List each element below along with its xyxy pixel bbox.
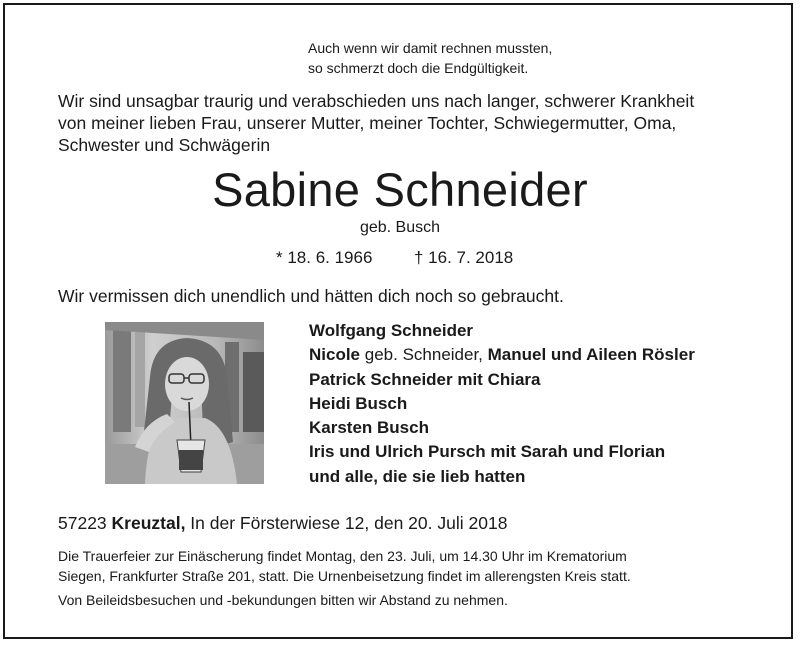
- motto-line: so schmerzt doch die Endgültigkeit.: [308, 60, 529, 76]
- city: Kreuztal,: [111, 513, 186, 533]
- motto: [308, 38, 552, 78]
- mourner-line: Patrick Schneider mit Chiara: [309, 369, 541, 389]
- intro-line: Schwester und Schwägerin: [58, 135, 271, 155]
- intro-line: von meiner lieben Frau, unserer Mutter, meiner Tochter, Schwiegermutter, Oma,: [58, 113, 677, 133]
- miss-line: Wir vermissen dich unendlich und hätten dich noch so gebraucht.: [58, 286, 564, 306]
- mourner-line: Iris und Ulrich Pursch mit Sarah und Florian: [309, 442, 666, 462]
- life-dates: [276, 247, 513, 269]
- maiden-name: geb. Busch: [359, 219, 441, 236]
- portrait-photo: [105, 322, 264, 484]
- mourner-line: Karsten Busch: [309, 418, 429, 438]
- deceased-name: Sabine Schneider: [212, 163, 588, 216]
- condolence-note: Von Beileidsbesuchen und -bekundungen bitten wir Abstand zu nehmen.: [58, 592, 508, 608]
- mourner-line: [309, 343, 695, 367]
- mourner-name: Manuel und Aileen Rösler: [487, 345, 695, 365]
- death-date: † 16. 7. 2018: [414, 248, 514, 267]
- note-line: Siegen, Frankfurter Straße 201, statt. Die Urnenbeisetzung findet im allerengsten Kreis statt.: [58, 568, 631, 584]
- birth-date: * 18. 6. 1966: [276, 248, 373, 267]
- intro-line: Wir sind unsagbar traurig und verabschieden uns nach langer, schwerer Krankheit: [58, 91, 695, 111]
- zip-code: 57223: [58, 513, 112, 533]
- place-date-line: [58, 512, 507, 534]
- mourner-name: Nicole: [309, 345, 361, 365]
- mourner-line: Heidi Busch: [309, 393, 408, 413]
- mourner-line: und alle, die sie lieb hatten: [309, 466, 526, 486]
- mourner-maiden: geb. Schneider,: [360, 345, 488, 365]
- mourners-list: [309, 319, 695, 489]
- mourner-line: Wolfgang Schneider: [309, 321, 474, 340]
- note-line: Die Trauerfeier zur Einäscherung findet Montag, den 23. Juli, um 14.30 Uhr im Krematorium: [58, 548, 627, 564]
- intro-text: [58, 90, 748, 156]
- address-date: In der Försterwiese 12, den 20. Juli 2018: [185, 513, 508, 533]
- motto-line: Auch wenn wir damit rechnen mussten,: [308, 40, 553, 56]
- funeral-note: [58, 546, 631, 586]
